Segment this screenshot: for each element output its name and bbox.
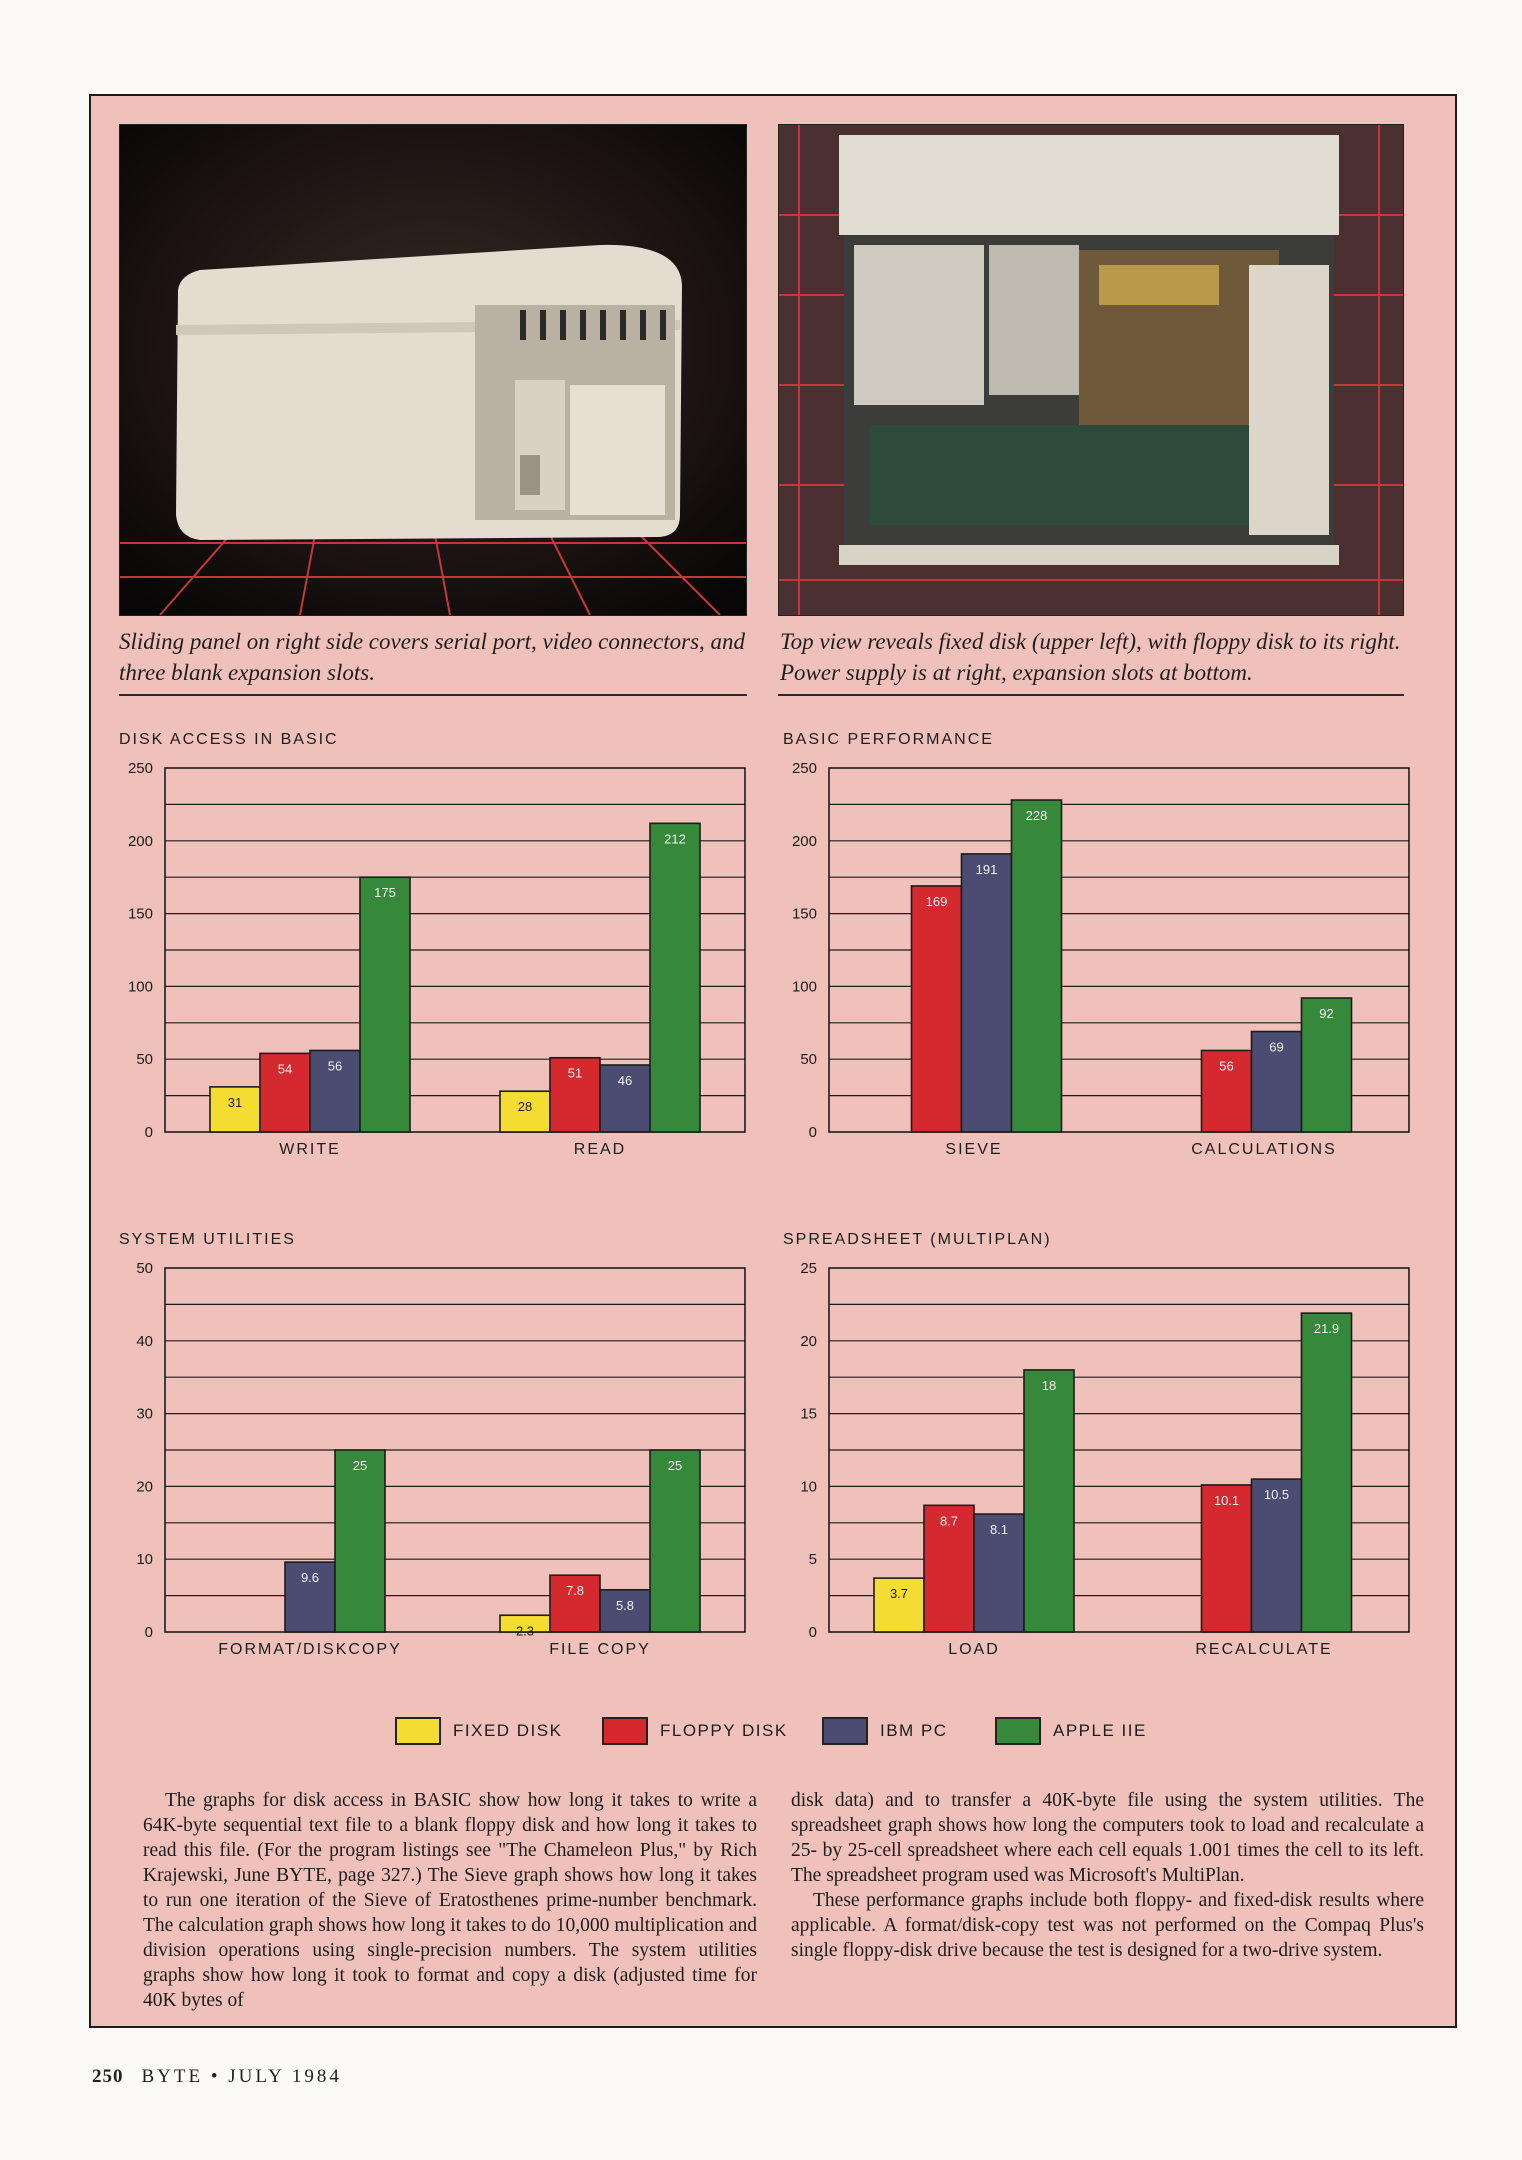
category-label: FILE COPY <box>549 1641 651 1658</box>
y-tick-label: 5 <box>808 1551 817 1569</box>
chart-system-utilities-svg <box>119 1226 759 1666</box>
y-tick-label: 150 <box>127 905 153 923</box>
chart-spreadsheet-svg <box>783 1226 1423 1666</box>
legend-swatch-fixed-disk <box>395 1717 441 1745</box>
data-label: 21.9 <box>1313 1321 1340 1337</box>
page-number: 250 <box>92 2066 124 2087</box>
data-label: 8.1 <box>989 1522 1009 1538</box>
legend-swatch-ibm-pc <box>822 1717 868 1745</box>
chart-basic-performance-svg <box>783 726 1423 1166</box>
y-tick-label: 250 <box>791 760 817 777</box>
data-label: 2.3 <box>515 1623 535 1639</box>
legend-item-fixed-disk <box>395 1717 562 1745</box>
caption-rule-left <box>119 694 747 696</box>
legend-swatch-apple-iie <box>995 1717 1041 1745</box>
data-label: 212 <box>664 831 686 847</box>
photo-top-view <box>778 124 1404 616</box>
data-label: 3.7 <box>889 1586 909 1602</box>
caption-left: Sliding panel on right side covers serial port, video connectors, and three blank expansion slots. <box>119 629 746 685</box>
chart-disk-access-svg <box>119 726 759 1166</box>
chart-system-utilities <box>119 1226 759 1671</box>
y-tick-label: 50 <box>800 1051 817 1069</box>
data-label: 25 <box>667 1458 683 1473</box>
bar-apple-iie <box>335 1450 385 1632</box>
y-tick-label: 15 <box>800 1405 817 1423</box>
data-label: 10.1 <box>1213 1492 1240 1508</box>
data-label: 69 <box>1269 1039 1284 1055</box>
data-label: 31 <box>227 1094 243 1110</box>
footer-text: BYTE • JULY 1984 <box>141 2066 342 2087</box>
data-label: 10.5 <box>1263 1487 1290 1503</box>
y-tick-label: 100 <box>127 978 153 996</box>
category-label: SIEVE <box>945 1141 1003 1158</box>
bar-apple-iie <box>1302 1313 1352 1632</box>
y-tick-label: 10 <box>136 1551 153 1569</box>
chart-title: DISK ACCESS IN BASIC <box>119 731 339 748</box>
y-tick-label: 20 <box>800 1332 817 1350</box>
data-label: 228 <box>1025 808 1048 824</box>
legend-item-ibm-pc <box>822 1717 948 1745</box>
y-tick-label: 0 <box>144 1124 153 1141</box>
page-footer <box>92 2066 342 2088</box>
chart-basic-performance <box>783 726 1423 1171</box>
data-label: 169 <box>925 893 948 909</box>
legend-label: FLOPPY DISK <box>660 1721 788 1740</box>
data-label: 18 <box>1041 1377 1057 1393</box>
chart-title: SPREADSHEET (MULTIPLAN) <box>783 1231 1052 1248</box>
bar-apple-iie <box>650 1450 700 1632</box>
legend-label: IBM PC <box>880 1721 948 1740</box>
data-label: 7.8 <box>565 1583 585 1599</box>
data-label: 191 <box>975 861 998 877</box>
y-tick-label: 200 <box>791 832 817 850</box>
category-label: READ <box>573 1141 627 1158</box>
y-tick-label: 50 <box>136 1260 153 1277</box>
chart-title: BASIC PERFORMANCE <box>783 731 994 748</box>
category-label: CALCULATIONS <box>1191 1141 1337 1158</box>
category-label: FORMAT/DISKCOPY <box>218 1641 402 1658</box>
data-label: 51 <box>567 1065 583 1081</box>
bar-ibm-pc <box>962 854 1012 1132</box>
bar-floppy-disk <box>912 886 962 1132</box>
y-tick-label: 50 <box>136 1051 153 1069</box>
y-tick-label: 20 <box>136 1478 153 1496</box>
body-paragraph: disk data) and to transfer a 40K-byte file using the system utilities. The spreadsheet graph shows how long the computers took to load and recalculate a 25- by 25-cell spreadsheet where each cell equals 1.001 times the cell to its left. The spreadsheet program used was Microsoft's MultiPlan. <box>791 1790 1424 1886</box>
body-column-left <box>143 1788 757 2013</box>
legend-item-floppy-disk <box>602 1717 788 1745</box>
body-paragraph: The graphs for disk access in BASIC show how long it takes to write a 64K-byte sequential text file to a blank floppy disk and how long it takes to read this file. (For the program listings see "The Chameleon Plus," by Rich Krajewski, June BYTE, page 327.) The Sieve graph shows how long it takes to run one iteration of the Sieve of Eratosthenes prime-number benchmark. The calculation graph shows how long it takes to do 10,000 multiplication and division operations using single-precision numbers. The system utilities graphs show how long it took to format and copy a disk (adjusted time for 40K bytes of <box>143 1790 757 2011</box>
y-tick-label: 10 <box>800 1478 817 1496</box>
data-label: 9.6 <box>300 1570 320 1586</box>
legend-label: APPLE IIE <box>1053 1721 1147 1740</box>
body-column-right <box>791 1788 1424 1963</box>
chart-disk-access <box>119 726 759 1171</box>
bar-apple-iie <box>360 877 410 1132</box>
data-label: 56 <box>327 1058 343 1074</box>
y-tick-label: 25 <box>800 1260 817 1277</box>
legend <box>395 1717 1295 1753</box>
category-label: RECALCULATE <box>1195 1641 1333 1658</box>
data-label: 175 <box>374 885 396 901</box>
data-label: 5.8 <box>615 1597 635 1613</box>
legend-item-apple-iie <box>995 1717 1147 1745</box>
bar-apple-iie <box>1024 1370 1074 1632</box>
category-label: LOAD <box>948 1641 1000 1658</box>
data-label: 25 <box>352 1458 368 1473</box>
caption-rule-right <box>778 694 1404 696</box>
y-tick-label: 0 <box>144 1624 153 1641</box>
y-tick-label: 250 <box>127 760 153 777</box>
y-tick-label: 40 <box>136 1332 153 1350</box>
data-label: 46 <box>617 1073 633 1089</box>
body-paragraph: These performance graphs include both floppy- and fixed-disk results where applicable. A format/disk-copy test was not performed on the Compaq Plus's single floppy-disk drive because the test is designed for a two-drive system. <box>791 1890 1424 1961</box>
chart-spreadsheet <box>783 1226 1423 1671</box>
caption-right: Top view reveals fixed disk (upper left), with floppy disk to its right. Power supply is at right, expansion slots at bottom. <box>780 629 1401 685</box>
y-tick-label: 0 <box>808 1124 817 1141</box>
y-tick-label: 0 <box>808 1624 817 1641</box>
data-label: 56 <box>1219 1058 1234 1074</box>
photo-side-panel <box>119 124 747 616</box>
legend-label: FIXED DISK <box>453 1721 563 1740</box>
data-label: 28 <box>517 1099 533 1115</box>
bar-apple-iie <box>1012 800 1062 1132</box>
y-tick-label: 100 <box>791 978 817 996</box>
y-tick-label: 150 <box>791 905 817 923</box>
data-label: 54 <box>277 1061 293 1077</box>
data-label: 92 <box>1319 1006 1334 1022</box>
chart-title: SYSTEM UTILITIES <box>119 1231 296 1248</box>
y-tick-label: 200 <box>127 832 153 850</box>
category-label: WRITE <box>279 1141 341 1158</box>
y-tick-label: 30 <box>136 1405 153 1423</box>
bar-apple-iie <box>650 823 700 1132</box>
legend-swatch-floppy-disk <box>602 1717 648 1745</box>
data-label: 8.7 <box>939 1513 959 1529</box>
